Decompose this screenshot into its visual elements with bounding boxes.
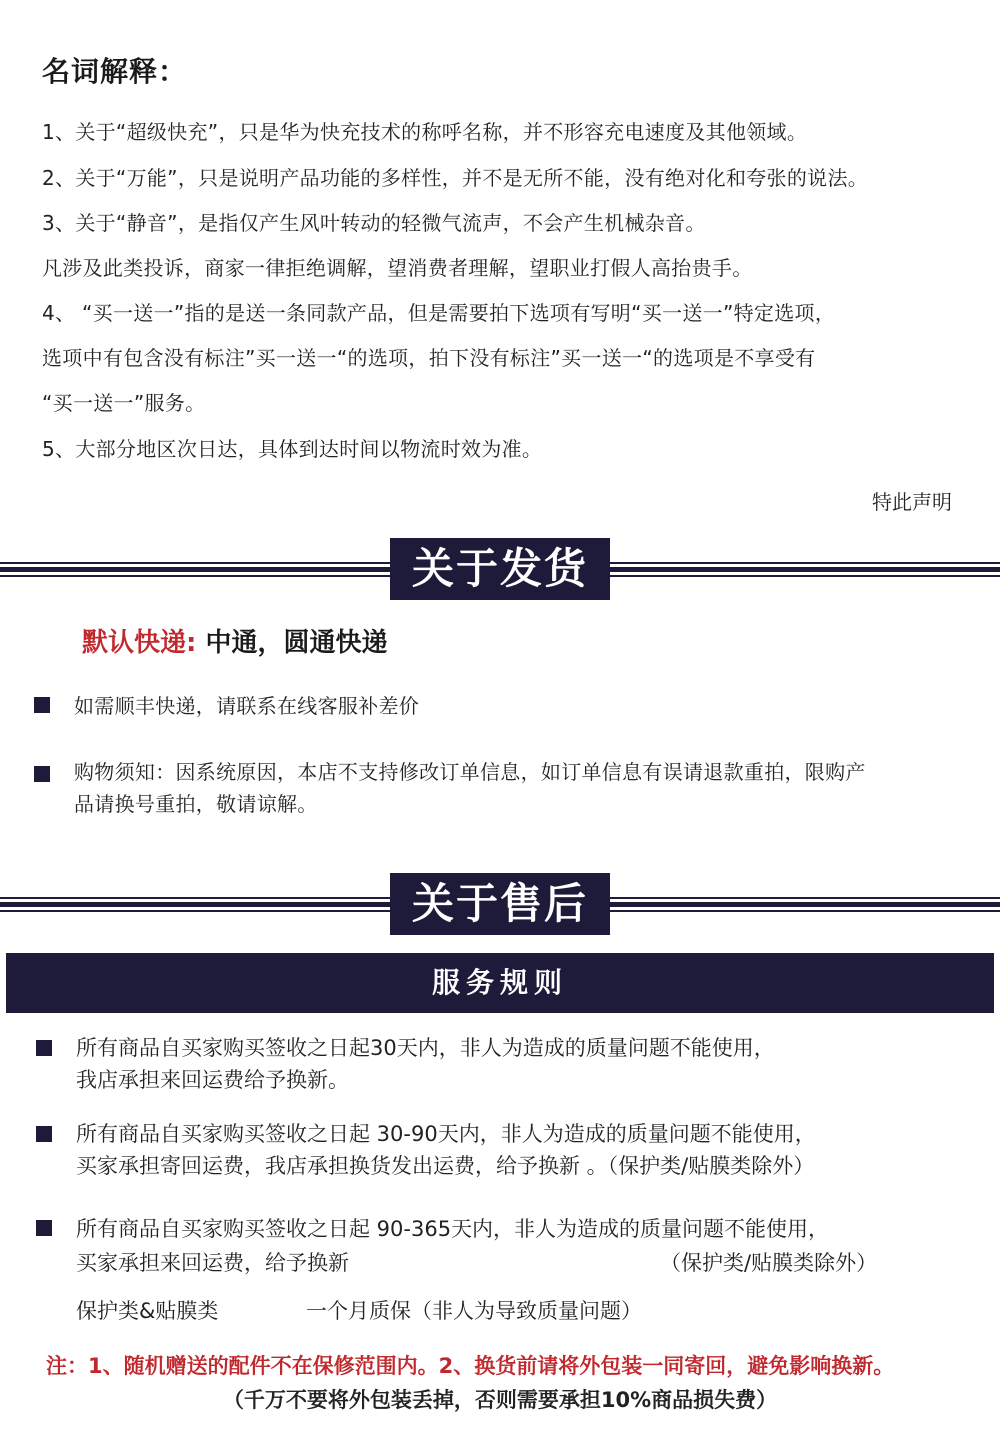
warning-note: 注：1、随机赠送的配件不在保修范围内。2、换货前请将外包装一同寄回，避免影响换新。	[46, 1354, 895, 1378]
shipping-note: 品请换号重拍，敬请谅解。	[74, 792, 318, 816]
shipping-note: 购物须知：因系统原因，本店不支持修改订单信息，如订单信息有误请退款重拍，限购产	[74, 760, 866, 784]
packaging-note: （千万不要将外包装丢掉，否则需要承担10%商品损失费）	[222, 1388, 778, 1412]
aftersales-banner: 关于售后	[390, 873, 610, 935]
glossary-line: “买一送一”服务。	[42, 391, 206, 415]
glossary-line: 凡涉及此类投诉，商家一律拒绝调解，望消费者理解，望职业打假人高抬贵手。	[42, 256, 753, 280]
glossary-line: 4、 “买一送一”指的是送一条同款产品，但是需要拍下选项有写明“买一送一”特定选项，	[42, 301, 836, 325]
rule-line: 所有商品自买家购买签收之日起 30-90天内，非人为造成的质量问题不能使用，	[76, 1122, 816, 1146]
rules-title-bar: 服务规则	[6, 953, 994, 1013]
glossary-line: 5、大部分地区次日达，具体到达时间以物流时效为准。	[42, 437, 543, 461]
rule-line: 我店承担来回运费给予换新。	[76, 1068, 349, 1092]
bullet-square-icon	[34, 766, 50, 782]
bullet-square-icon	[36, 1126, 52, 1142]
protect-value: 一个月质保（非人为导致质量问题）	[306, 1299, 642, 1323]
bullet-square-icon	[36, 1040, 52, 1056]
default-courier	[82, 622, 387, 659]
rule-line: 所有商品自买家购买签收之日起 90-365天内，非人为造成的质量问题不能使用，	[76, 1217, 830, 1241]
rule-exclusion: （保护类/贴膜类除外）	[660, 1251, 878, 1275]
default-courier-value: 中通，圆通快递	[196, 628, 388, 658]
glossary-line: 选项中有包含没有标注”买一送一“的选项，拍下没有标注”买一送一“的选项是不享受有	[42, 346, 816, 370]
declaration: 特此声明	[872, 490, 952, 514]
glossary-line: 3、关于“静音”，是指仅产生风叶转动的轻微气流声，不会产生机械杂音。	[42, 211, 706, 235]
protect-label: 保护类&贴膜类	[76, 1299, 219, 1323]
glossary-title: 名词解释：	[42, 55, 188, 88]
rule-line: 买家承担来回运费，给予换新	[76, 1251, 349, 1275]
rule-line: 所有商品自买家购买签收之日起30天内，非人为造成的质量问题不能使用，	[76, 1036, 775, 1060]
glossary-line: 2、关于“万能”，只是说明产品功能的多样性，并不是无所不能，没有绝对化和夸张的说法。	[42, 166, 869, 190]
glossary-line: 1、关于“超级快充”，只是华为快充技术的称呼名称，并不形容充电速度及其他领域。	[42, 120, 808, 144]
default-courier-label: 默认快递:	[82, 628, 197, 658]
bullet-square-icon	[34, 697, 50, 713]
shipping-banner: 关于发货	[390, 538, 610, 600]
bullet-square-icon	[36, 1220, 52, 1236]
shipping-note: 如需顺丰快递，请联系在线客服补差价	[74, 694, 420, 718]
rule-line: 买家承担寄回运费，我店承担换货发出运费，给予换新 。（保护类/贴膜类除外）	[76, 1154, 815, 1178]
